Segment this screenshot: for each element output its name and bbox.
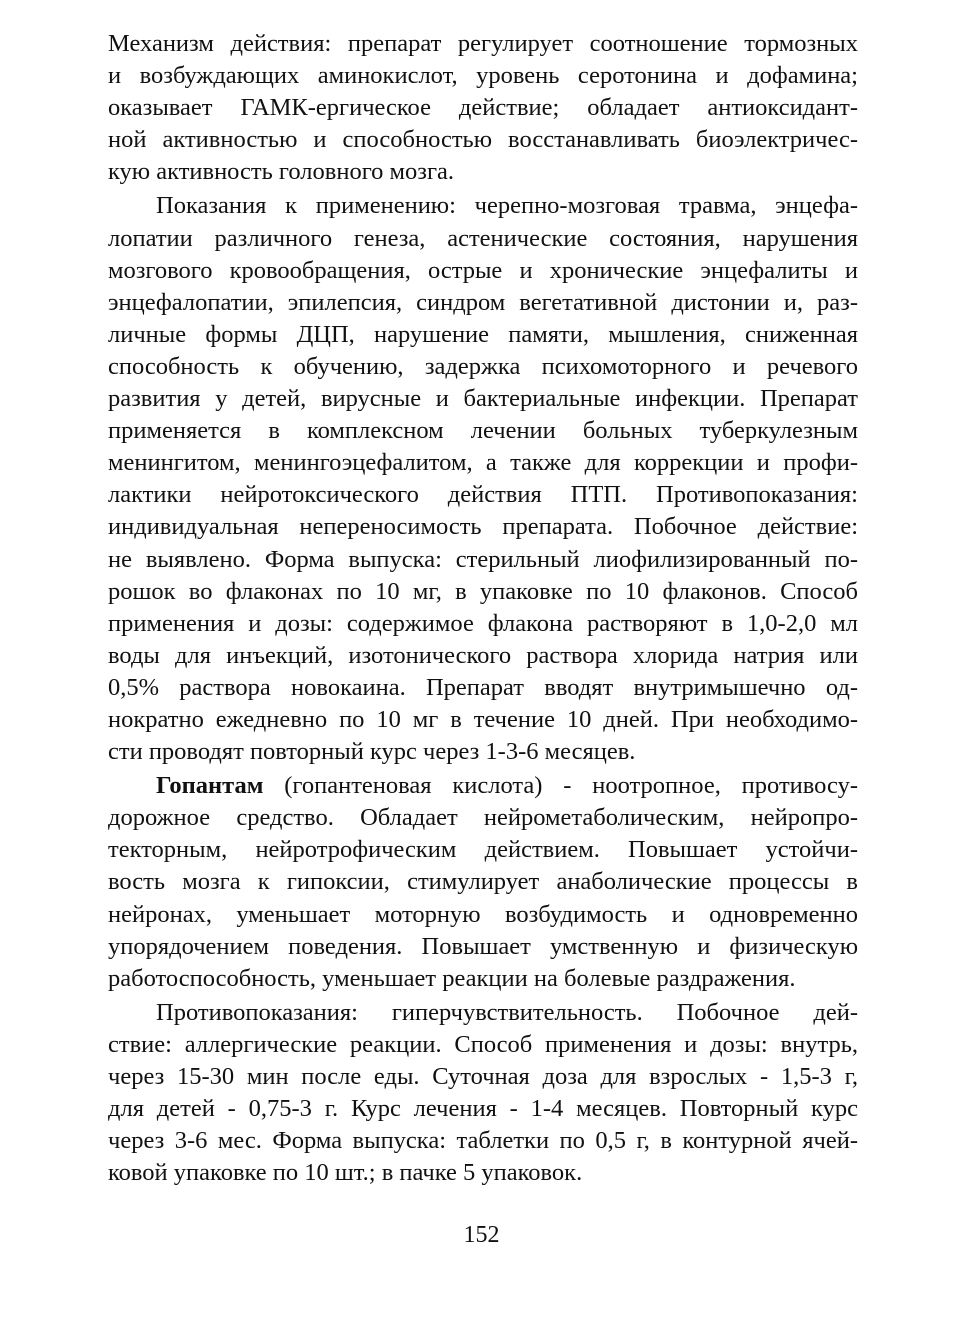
text-line [108,770,858,802]
text-line: 0,5% раствора новокаина. Препарат вводят внутримышечно од- [108,673,858,701]
text-line: мозгового кровообращения, острые и хронические энцефалиты и [108,256,858,284]
paragraph-mechanism [108,28,858,188]
text-line: кую активность головного мозга. [108,158,454,186]
text-line: через 3-6 мес. Форма выпуска: таблетки по 0,5 г, в контурной ячей- [108,1127,858,1155]
text-line: оказывает ГАМК-ергическое действие; обладает антиоксидант- [108,94,858,122]
text-line: менингитом, менингоэцефалитом, а также для коррекции и профи- [108,449,858,477]
text-line: способность к обучению, задержка психомоторного и речевого [108,352,858,380]
text-line: дорожное средство. Обладает нейрометаболическим, нейропро- [108,804,858,832]
text-line: работоспособность, уменьшает реакции на болевые раздражения. [108,964,796,992]
text-line: ствие: аллергические реакции. Способ применения и дозы: внутрь, [108,1030,858,1058]
text-line: воды для инъекций, изотонического раствора хлорида натрия или [108,641,858,669]
text-line: энцефалопатии, эпилепсия, синдром вегетативной дистонии и, раз- [108,288,858,316]
text-line: вость мозга к гипоксии, стимулирует анаболические процессы в [108,868,858,896]
text-line: Противопоказания: гиперчувствительность. Побочное дей- [156,998,858,1026]
text-line: применяется в комплексном лечении больных туберкулезным [108,417,858,445]
text-line: индивидуальная непереносимость препарата. Побочное действие: [108,513,858,541]
page-body [108,28,858,1189]
text-line: лактики нейротоксического действия ПТП. Противопоказания: [108,481,858,509]
text-line: не выявлено. Форма выпуска: стерильный лиофилизированный по- [108,545,858,573]
text-line: и возбуждающих аминокислот, уровень серотонина и дофамина; [108,62,858,90]
text-line: личные формы ДЦП, нарушение памяти, мышления, сниженная [108,320,858,348]
text-line: упорядочением поведения. Повышает умственную и физическую [108,932,858,960]
text-line: нократно ежедневно по 10 мг в течение 10 дней. При необходимо- [108,705,858,733]
text-line: нейронах, уменьшает моторную возбудимость и одновременно [108,900,858,928]
paragraph-contraindications [108,997,858,1190]
text-line: развития у детей, вирусные и бактериальные инфекции. Препарат [108,385,858,413]
text-line: применения и дозы: содержимое флакона растворяют в 1,0-2,0 мл [108,609,858,637]
text-line: лопатии различного генеза, астенические состояния, нарушения [108,224,858,252]
text-line: Показания к применению: черепно-мозговая травма, энцефа- [156,192,858,220]
text-line: ной активностью и способностью восстанавливать биоэлектричес- [108,126,858,154]
text-line: текторным, нейротрофическим действием. Повышает устойчи- [108,836,858,864]
text-line-rest: (гопантеновая кислота) - ноотропное, противосу- [263,772,858,800]
text-line: сти проводят повторный курс через 1-3-6 месяцев. [108,738,636,766]
page-number: 152 [463,1222,500,1248]
paragraph-gopantam [108,770,858,995]
text-line: через 15-30 мин после еды. Суточная доза для взрослых - 1,5-3 г, [108,1063,858,1090]
drug-name-heading: Гопантам [156,772,264,800]
text-line: ковой упаковке по 10 шт.; в пачке 5 упаковок. [108,1159,583,1187]
text-line: Механизм действия: препарат регулирует соотношение тормозных [108,30,858,57]
text-line: для детей - 0,75-3 г. Курс лечения - 1-4 месяцев. Повторный курс [108,1095,858,1123]
paragraph-indications [108,190,858,768]
text-line: рошок во флаконах по 10 мг, в упаковке по 10 флаконов. Способ [108,577,858,605]
